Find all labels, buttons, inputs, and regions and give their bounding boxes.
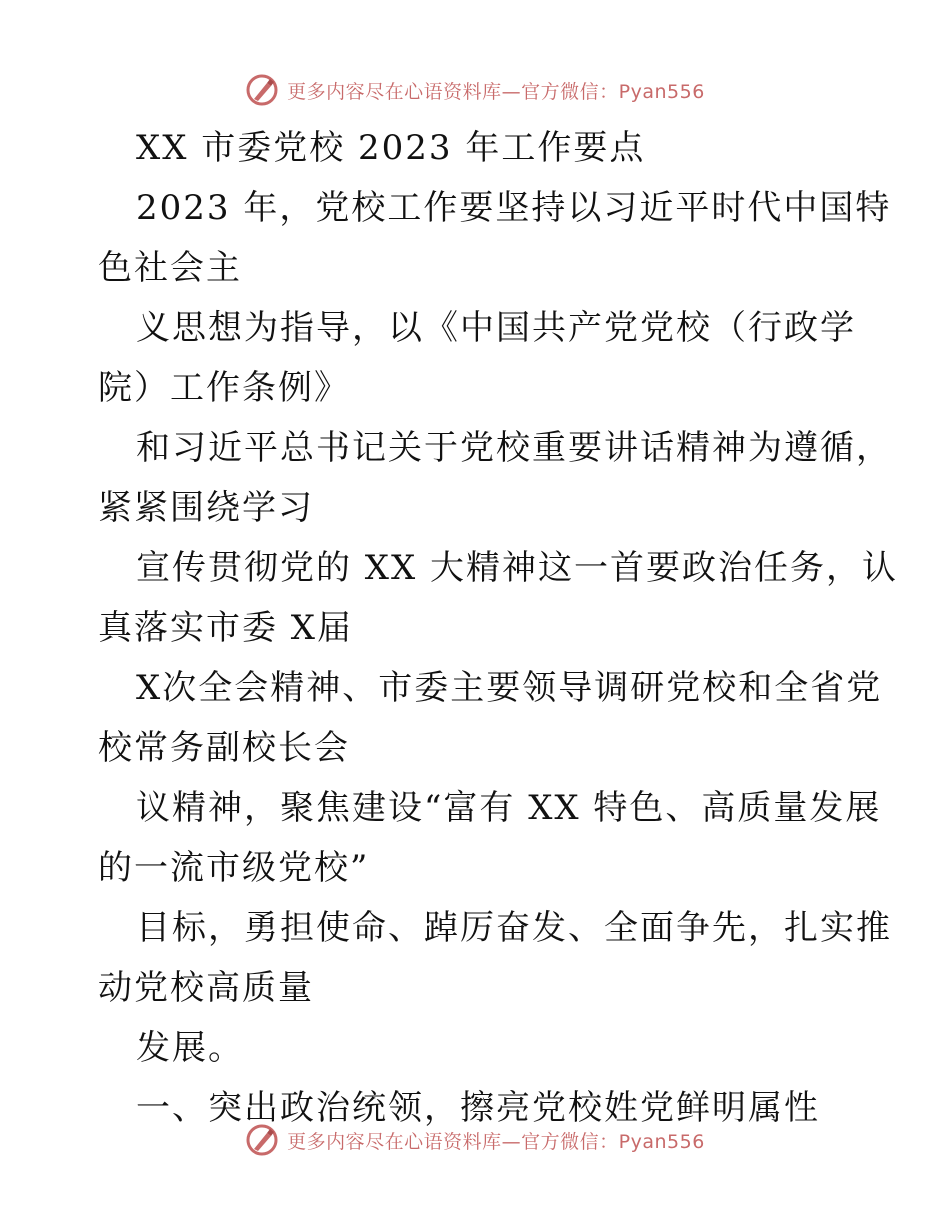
text-line: 真落实市委 X届 — [98, 608, 354, 648]
text-line: 和习近平总书记关于党校重要讲话精神为遵循， — [136, 428, 892, 468]
text-line: 色社会主 — [98, 248, 242, 288]
text-line: 义思想为指导，以《中国共产党党校（行政学 — [136, 308, 856, 348]
text-line: 2023 年，党校工作要坚持以习近平时代中国特 — [136, 188, 892, 228]
pen-circle-logo-icon — [245, 1123, 279, 1157]
text-line: 议精神，聚焦建设“富有 XX 特色、高质量发展 — [136, 788, 882, 828]
text-line: 动党校高质量 — [98, 968, 314, 1008]
footer-watermark — [0, 1120, 950, 1160]
text-line: 紧紧围绕学习 — [98, 488, 314, 528]
watermark-text: 更多内容尽在心语资料库—官方微信：Pyan556 — [287, 80, 705, 103]
text-line: 发展。 — [136, 1028, 244, 1068]
text-line: 院）工作条例》 — [98, 368, 350, 408]
watermark-text: 更多内容尽在心语资料库—官方微信：Pyan556 — [287, 1130, 705, 1153]
document-body — [98, 118, 899, 1138]
header-watermark — [0, 70, 950, 110]
text-line: 目标，勇担使命、踔厉奋发、全面争先，扎实推 — [136, 908, 892, 948]
text-line: 的一流市级党校” — [98, 848, 370, 888]
pen-circle-logo-icon — [245, 73, 279, 107]
section-heading: 一、突出政治统领，擦亮党校姓党鲜明属性 — [136, 1088, 820, 1128]
document-title: XX 市委党校 2023 年工作要点 — [136, 128, 646, 168]
text-line: 宣传贯彻党的 XX 大精神这一首要政治任务，认 — [136, 548, 899, 588]
text-line: X次全会精神、市委主要领导调研党校和全省党 — [136, 668, 883, 708]
text-line: 校常务副校长会 — [98, 728, 350, 768]
